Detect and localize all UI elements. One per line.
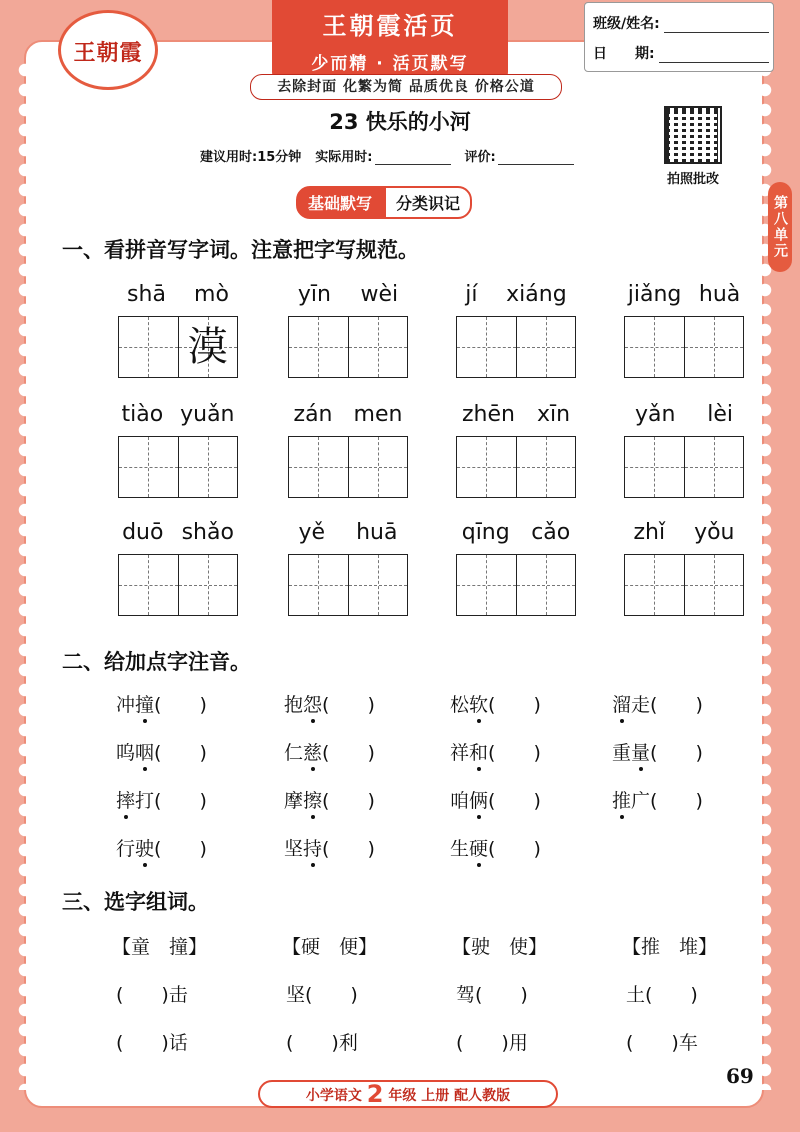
- pinyin-label: [283, 282, 413, 307]
- tianzige-cell[interactable]: [349, 555, 408, 615]
- tianzige-cell[interactable]: [349, 317, 408, 377]
- character: 摩: [284, 790, 304, 812]
- answer-blank[interactable]: ( ): [154, 694, 207, 716]
- tianzige-cell[interactable]: [517, 437, 576, 497]
- written-character: [457, 437, 516, 497]
- tianzige-cell[interactable]: [119, 437, 179, 497]
- tianzige-grid[interactable]: [624, 436, 744, 498]
- tianzige-cell[interactable]: [457, 555, 517, 615]
- dotted-character: 推: [612, 786, 631, 813]
- tianzige-grid[interactable]: [456, 554, 576, 616]
- character: 坚: [284, 838, 304, 860]
- character-options: 【驶 使】: [452, 936, 548, 958]
- dotted-character: 驶: [135, 834, 154, 861]
- written-character: [517, 437, 576, 497]
- tianzige-grid[interactable]: [456, 316, 576, 378]
- tianzige-cell[interactable]: [685, 555, 744, 615]
- pinyin-syllable: cǎo: [531, 520, 571, 545]
- tianzige-cell[interactable]: [457, 437, 517, 497]
- dotted-character: 怨: [303, 690, 322, 717]
- evaluation-field[interactable]: [498, 152, 574, 165]
- answer-blank[interactable]: ( ): [322, 742, 375, 764]
- pinyin-label: [113, 282, 243, 307]
- tianzige-cell[interactable]: [179, 437, 238, 497]
- written-character: [289, 437, 348, 497]
- name-label: 班级/姓名:: [593, 16, 660, 32]
- pinyin-syllable: men: [353, 402, 403, 427]
- pinyin-label: [619, 520, 749, 545]
- pinyin-syllable: jiǎng: [627, 282, 682, 307]
- actual-time-label: 实际用时:: [315, 150, 373, 165]
- pinyin-syllable: zán: [293, 402, 333, 427]
- logo-text: 王朝霞: [73, 40, 143, 66]
- pinyin-label: [619, 282, 749, 307]
- written-character: [179, 555, 238, 615]
- brand-subtitle: 少而精 · 活页默写: [311, 54, 469, 74]
- written-character: [457, 555, 516, 615]
- pill-basic: 基础默写: [296, 186, 384, 219]
- dotted-character: 俩: [469, 786, 488, 813]
- word-blank[interactable]: 坚( ): [286, 984, 358, 1006]
- written-character: [289, 317, 348, 377]
- phonetic-item: [284, 786, 444, 813]
- phonetic-item: [450, 834, 610, 861]
- tianzige-cell[interactable]: [289, 437, 349, 497]
- phonetic-item: [284, 738, 444, 765]
- phonetic-item: [612, 738, 772, 765]
- pinyin-syllable: shǎo: [181, 520, 234, 545]
- tianzige-cell[interactable]: [349, 437, 408, 497]
- tianzige-cell[interactable]: [289, 317, 349, 377]
- part2-heading: 二、给加点字注音。: [62, 650, 251, 674]
- character: 冲: [116, 694, 136, 716]
- section-pill: [296, 186, 472, 219]
- unit-tab: 第八单元: [768, 182, 792, 272]
- written-character: [289, 555, 348, 615]
- phonetic-item: [612, 786, 772, 813]
- time-row: [200, 146, 588, 165]
- character: 走: [631, 694, 651, 716]
- tianzige-cell[interactable]: [625, 555, 685, 615]
- pinyin-label: [113, 520, 243, 545]
- pinyin-syllable: xīn: [536, 402, 571, 427]
- phonetic-item: [284, 834, 444, 861]
- word-blank[interactable]: ( )利: [286, 1032, 358, 1054]
- character: 松: [450, 694, 470, 716]
- tianzige-grid[interactable]: [288, 316, 408, 378]
- character: 行: [116, 838, 136, 860]
- character-options: 【童 撞】: [112, 936, 208, 958]
- phonetic-item: [116, 786, 276, 813]
- answer-blank[interactable]: ( ): [322, 838, 375, 860]
- dotted-character: 擦: [303, 786, 322, 813]
- written-character: [685, 437, 744, 497]
- qr-label: 拍照批改: [666, 172, 719, 187]
- pinyin-label: [283, 520, 413, 545]
- suggested-time: 建议用时:15分钟: [200, 150, 302, 165]
- dotted-character: 咽: [135, 738, 154, 765]
- date-field[interactable]: [659, 48, 769, 63]
- character: 生: [450, 838, 470, 860]
- slogan: 去除封面 化繁为简 品质优良 价格公道: [250, 74, 562, 100]
- name-field[interactable]: [664, 18, 769, 33]
- written-character: [625, 317, 684, 377]
- part1-heading: 一、看拼音写字词。注意把字写规范。: [62, 238, 419, 262]
- actual-time-field[interactable]: [375, 152, 451, 165]
- dotted-character: 慈: [303, 738, 322, 765]
- written-character: [349, 437, 408, 497]
- pinyin-syllable: jí: [465, 282, 478, 307]
- phonetic-item: [612, 690, 772, 717]
- phonetic-item: [284, 690, 444, 717]
- answer-blank[interactable]: ( ): [488, 694, 541, 716]
- evaluation-label: 评价:: [464, 150, 496, 165]
- page-number: 69: [726, 1064, 754, 1088]
- pinyin-label: [113, 402, 243, 427]
- character: 呜: [116, 742, 136, 764]
- tianzige-cell[interactable]: [625, 317, 685, 377]
- dotted-character: 量: [631, 738, 650, 765]
- written-character: [349, 555, 408, 615]
- written-character: [625, 555, 684, 615]
- tianzige-cell[interactable]: [685, 437, 744, 497]
- scalloped-edge-left: [18, 60, 32, 1090]
- tianzige-cell[interactable]: [179, 555, 238, 615]
- dotted-character: 撞: [135, 690, 154, 717]
- tianzige-cell[interactable]: [119, 317, 179, 377]
- answer-blank[interactable]: ( ): [154, 838, 207, 860]
- answer-blank[interactable]: ( ): [322, 694, 375, 716]
- footer-grade: 2: [366, 1080, 384, 1108]
- character-options: 【硬 便】: [282, 936, 378, 958]
- pinyin-syllable: mò: [194, 282, 229, 307]
- pinyin-syllable: yě: [298, 520, 326, 545]
- tianzige-cell[interactable]: [625, 437, 685, 497]
- word-blank[interactable]: 土( ): [626, 984, 698, 1006]
- tianzige-grid[interactable]: [456, 436, 576, 498]
- dotted-character: 摔: [116, 786, 135, 813]
- pinyin-label: [451, 520, 581, 545]
- tianzige-grid[interactable]: [118, 554, 238, 616]
- brand-title: 王朝霞活页: [322, 11, 458, 40]
- pinyin-syllable: yīn: [297, 282, 331, 307]
- footer-badge: [258, 1080, 558, 1108]
- answer-blank[interactable]: ( ): [650, 790, 703, 812]
- pinyin-syllable: wèi: [360, 282, 399, 307]
- lesson-title: 23 快乐的小河: [329, 110, 471, 134]
- answer-blank[interactable]: ( ): [488, 838, 541, 860]
- pinyin-label: [451, 402, 581, 427]
- footer-subject: 小学语文: [305, 1088, 362, 1104]
- word-blank[interactable]: ( )击: [116, 984, 188, 1006]
- written-character: 漠: [187, 324, 228, 370]
- character: 仁: [284, 742, 304, 764]
- tianzige-grid[interactable]: [118, 316, 238, 378]
- pinyin-syllable: huà: [698, 282, 741, 307]
- dotted-character: 溜: [612, 690, 631, 717]
- word-blank[interactable]: 驾( ): [456, 984, 528, 1006]
- written-character: [517, 317, 576, 377]
- written-character: [685, 317, 744, 377]
- qr-code-icon[interactable]: [664, 106, 722, 164]
- answer-blank[interactable]: ( ): [154, 790, 207, 812]
- tianzige-grid[interactable]: [288, 436, 408, 498]
- pinyin-label: [283, 402, 413, 427]
- tianzige-grid[interactable]: [624, 554, 744, 616]
- part3-heading: 三、选字组词。: [62, 890, 209, 914]
- pinyin-syllable: shā: [127, 282, 166, 307]
- footer-edition: 年级 上册 配人教版: [388, 1088, 511, 1104]
- pinyin-syllable: yǒu: [694, 520, 735, 545]
- pinyin-syllable: yuǎn: [180, 402, 235, 427]
- written-character: [179, 437, 238, 497]
- pinyin-syllable: zhǐ: [633, 520, 666, 545]
- pill-category: 分类识记: [384, 186, 472, 219]
- word-blank[interactable]: ( )话: [116, 1032, 188, 1054]
- written-character: [625, 437, 684, 497]
- answer-blank[interactable]: ( ): [650, 742, 703, 764]
- dotted-character: 和: [469, 738, 488, 765]
- written-character: [517, 555, 576, 615]
- pinyin-syllable: zhēn: [461, 402, 515, 427]
- answer-blank[interactable]: ( ): [322, 790, 375, 812]
- tianzige-grid[interactable]: [624, 316, 744, 378]
- tianzige-cell[interactable]: [179, 317, 238, 377]
- written-character: [119, 317, 178, 377]
- answer-blank[interactable]: ( ): [488, 742, 541, 764]
- word-blank[interactable]: ( )用: [456, 1032, 528, 1054]
- brand-logo: [58, 10, 158, 90]
- tianzige-grid[interactable]: [118, 436, 238, 498]
- tianzige-cell[interactable]: [289, 555, 349, 615]
- tianzige-cell[interactable]: [457, 317, 517, 377]
- phonetic-item: [116, 738, 276, 765]
- character: 祥: [450, 742, 470, 764]
- pinyin-syllable: tiào: [121, 402, 164, 427]
- phonetic-item: [450, 786, 610, 813]
- character-options: 【推 堆】: [622, 936, 718, 958]
- tianzige-cell[interactable]: [517, 317, 576, 377]
- character: 广: [631, 790, 651, 812]
- tianzige-cell[interactable]: [517, 555, 576, 615]
- answer-blank[interactable]: ( ): [154, 742, 207, 764]
- written-character: [457, 317, 516, 377]
- dotted-character: 持: [303, 834, 322, 861]
- phonetic-item: [116, 690, 276, 717]
- pinyin-syllable: duō: [122, 520, 164, 545]
- character: 重: [612, 742, 632, 764]
- written-character: [349, 317, 408, 377]
- word-blank[interactable]: ( )车: [626, 1032, 698, 1054]
- answer-blank[interactable]: ( ): [650, 694, 703, 716]
- tianzige-cell[interactable]: [119, 555, 179, 615]
- tianzige-grid[interactable]: [288, 554, 408, 616]
- written-character: [685, 555, 744, 615]
- tianzige-cell[interactable]: [685, 317, 744, 377]
- pinyin-syllable: yǎn: [634, 402, 676, 427]
- character: 抱: [284, 694, 304, 716]
- pinyin-label: [619, 402, 749, 427]
- phonetic-item: [450, 690, 610, 717]
- date-label: 日 期:: [593, 46, 655, 62]
- pinyin-syllable: qīng: [461, 520, 510, 545]
- dotted-character: 硬: [469, 834, 488, 861]
- phonetic-item: [116, 834, 276, 861]
- character: 打: [135, 790, 155, 812]
- pinyin-syllable: huā: [356, 520, 398, 545]
- written-character: [119, 555, 178, 615]
- answer-blank[interactable]: ( ): [488, 790, 541, 812]
- written-character: [119, 437, 178, 497]
- pinyin-label: [451, 282, 581, 307]
- name-date-box: [584, 2, 774, 72]
- pinyin-syllable: xiáng: [506, 282, 567, 307]
- pinyin-syllable: lèi: [707, 402, 734, 427]
- character: 咱: [450, 790, 470, 812]
- dotted-character: 软: [469, 690, 488, 717]
- phonetic-item: [450, 738, 610, 765]
